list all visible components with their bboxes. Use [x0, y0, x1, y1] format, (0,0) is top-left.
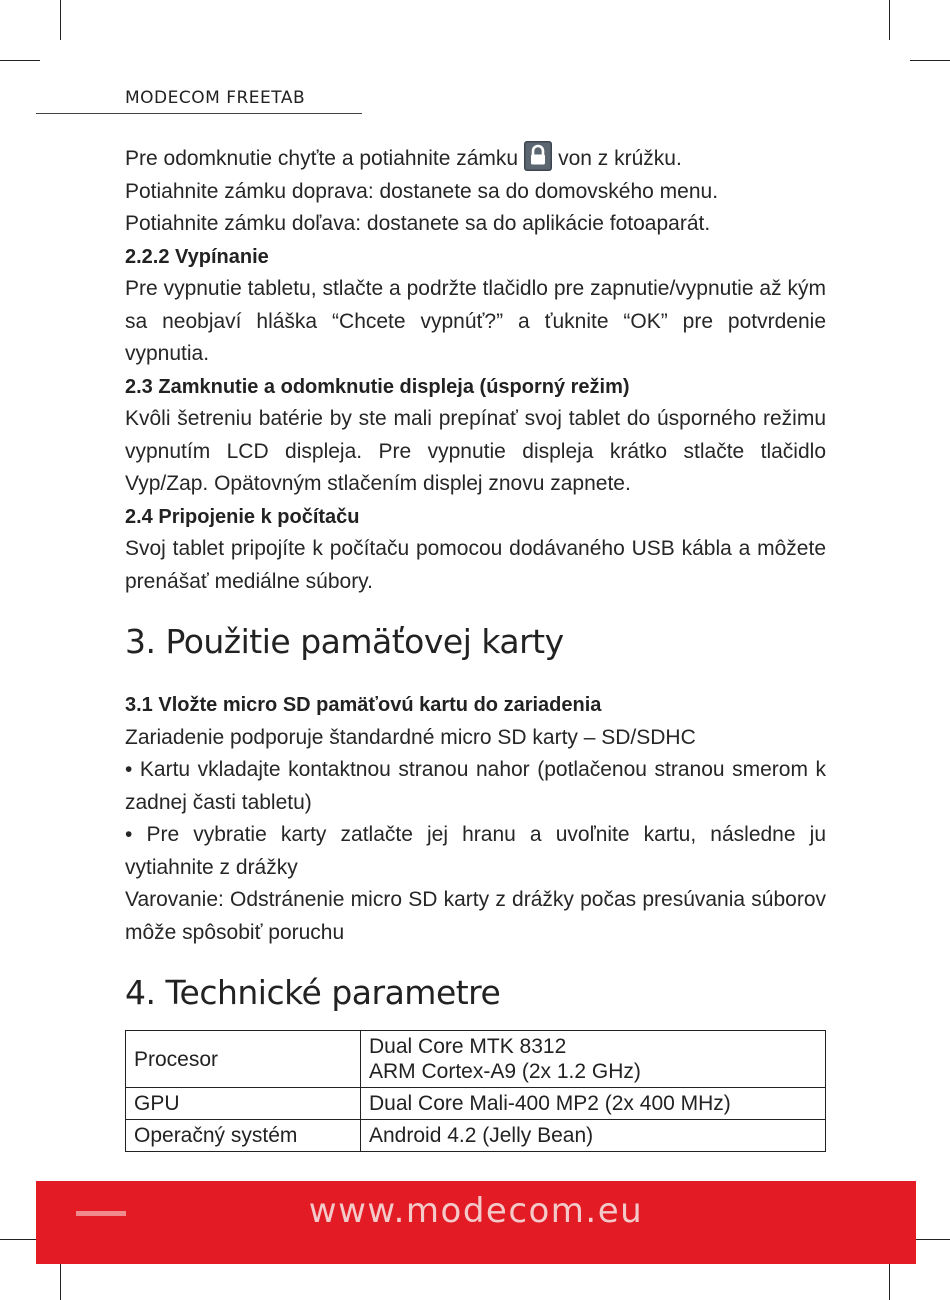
lock-left-paragraph: Potiahnite zámku doľava: dostanete sa do aplikácie fotoaparát. — [125, 212, 711, 235]
section-3-1-warning: Varovanie: Odstránenie micro SD karty z drážky počas presúvania súborov môže spôsobiť poruchu — [125, 888, 826, 944]
section-4-title: 4. Technické parametre — [125, 973, 501, 1012]
section-3-1-heading: 3.1 Vložte micro SD pamäťovú kartu do zariadenia — [125, 694, 602, 716]
lock-intro-before: Pre odomknutie chyťte a potiahnite zámku — [125, 147, 519, 170]
table-row — [126, 1088, 826, 1120]
spec-value-line: Dual Core MTK 8312 — [369, 1035, 567, 1058]
section-2-3-text: Kvôli šetreniu batérie by ste mali prepínať svoj tablet do úsporného režimu vypnutím LCD displeja. Pre vypnutie displeja krátko stlačte tlačidlo Vyp/Zap. Opätovným stlačením displej znovu zapnete. — [125, 407, 826, 495]
spec-table — [125, 1030, 826, 1152]
spec-key: GPU — [126, 1088, 361, 1120]
table-row — [126, 1120, 826, 1152]
lock-right-paragraph: Potiahnite zámku doprava: dostanete sa do domovského menu. — [125, 179, 719, 203]
crop-mark — [60, 1260, 61, 1300]
lock-icon — [524, 141, 552, 171]
crop-mark — [889, 0, 890, 40]
running-header: MODECOM FREETAB — [125, 88, 306, 108]
header-rule — [36, 113, 362, 114]
spec-value: Dual Core Mali-400 MP2 (2x 400 MHz) — [361, 1088, 826, 1120]
crop-mark — [0, 1239, 40, 1240]
spec-value — [361, 1031, 826, 1088]
section-3-1-bullet-1: • Kartu vkladajte kontaktnou stranou nahor (potlačenou stranou smerom k zadnej časti tabletu) — [125, 758, 826, 814]
spec-value-line: ARM Cortex-A9 (2x 1.2 GHz) — [369, 1060, 641, 1083]
section-2-2-2-text: Pre vypnutie tabletu, stlačte a podržte tlačidlo pre zapnutie/vypnutie až kým sa neobjaví hláška “Chcete vypnúť?” a ťuknite “OK” pre potvrdenie vypnutia. — [125, 277, 826, 365]
lock-intro-paragraph — [125, 141, 826, 176]
section-2-2-2-heading: 2.2.2 Vypínanie — [125, 245, 269, 268]
section-2-3-heading: 2.3 Zamknutie a odomknutie displeja (úsporný režim) — [125, 375, 630, 398]
crop-mark — [889, 1260, 890, 1300]
section-3-1-text: Zariadenie podporuje štandardné micro SD karty – SD/SDHC — [125, 725, 696, 749]
crop-mark — [910, 60, 950, 61]
crop-mark — [910, 1239, 950, 1240]
spec-key: Procesor — [126, 1031, 361, 1088]
page-content — [125, 141, 826, 1152]
section-2-4-heading: 2.4 Pripojenie k počítaču — [125, 505, 360, 528]
table-row — [126, 1031, 826, 1088]
crop-mark — [0, 60, 40, 61]
section-2-4-text: Svoj tablet pripojíte k počítaču pomocou dodávaného USB kábla a môžete prenášať mediálne súbory. — [125, 537, 826, 593]
crop-mark — [60, 0, 61, 40]
section-3-title: 3. Použitie pamäťovej karty — [125, 622, 564, 661]
footer-banner — [36, 1181, 916, 1264]
lock-intro-after: von z krúžku. — [558, 147, 682, 170]
spec-value: Android 4.2 (Jelly Bean) — [361, 1120, 826, 1152]
spec-key: Operačný systém — [126, 1120, 361, 1152]
footer-url[interactable]: www.modecom.eu — [308, 1191, 644, 1231]
section-3-1-bullet-2: • Pre vybratie karty zatlačte jej hranu a uvoľnite kartu, následne ju vytiahnite z drážky — [125, 823, 826, 879]
